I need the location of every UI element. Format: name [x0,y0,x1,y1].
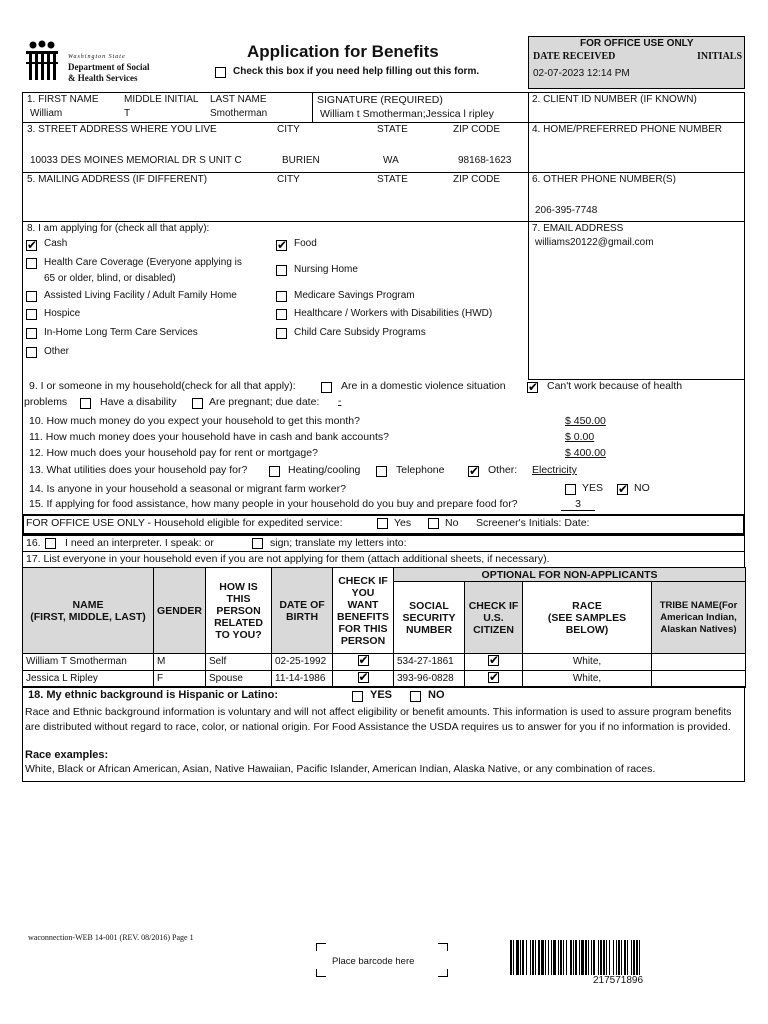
middle-initial-label: MIDDLE INITIAL [124,94,199,105]
corner-mark [438,969,448,977]
signature-value[interactable]: William t Smotherman;Jessica l ripley [320,108,494,120]
assisted-living-label: Assisted Living Facility / Adult Family Home [44,290,237,301]
health-care-label-1: Health Care Coverage (Everyone applying is [44,257,242,268]
barcode-bar [575,940,577,975]
member-name[interactable]: Jessica L Ripley [23,671,154,688]
barcode-bar [513,940,514,975]
member-dob[interactable]: 11-14-1986 [272,671,333,688]
barcode-bar [581,940,584,975]
row-divider [22,122,745,123]
signature-label: SIGNATURE (REQUIRED) [317,94,443,106]
mailing-state-label: STATE [377,174,408,185]
other-label: Other [44,346,70,357]
agency-name-line2: & Health Services [68,73,138,83]
other-checkbox[interactable] [26,347,37,358]
q12-label: 12. How much does your household pay for rent or mortgage? [29,447,318,459]
domestic-violence-checkbox[interactable] [321,382,332,393]
barcode [510,940,746,975]
expedited-no-checkbox[interactable] [428,518,439,529]
disability-label: Have a disability [100,396,177,408]
member-benefits-cell [333,654,394,671]
barcode-bar [618,940,620,975]
barcode-bar [613,940,614,975]
barcode-number: 217571896 [593,975,644,986]
signature-divider [312,92,313,122]
barcode-bar [570,940,572,975]
pregnant-label: Are pregnant; due date: [209,396,320,408]
barcode-bar [591,940,592,975]
optional-heading: OPTIONAL FOR NON-APPLICANTS [394,568,746,582]
barcode-bar [621,940,622,975]
date-received-label: DATE RECEIVED [533,51,616,62]
utility-other-label: Other: [488,464,518,476]
utility-other-checkbox[interactable] [468,466,479,477]
race-examples-heading: Race examples: [25,749,109,761]
child-care-checkbox[interactable] [276,328,287,339]
interpreter-checkbox[interactable] [45,538,56,549]
member-citizen-checkbox[interactable] [488,672,499,683]
dshs-logo [24,40,60,84]
member-name[interactable]: William T Smotherman [23,654,154,671]
email-value[interactable]: williams20122@gmail.com [535,237,654,248]
cant-work-checkbox[interactable] [527,382,538,393]
barcode-bar [560,940,562,975]
hispanic-yes-label: YES [370,689,393,701]
member-benefits-checkbox[interactable] [358,655,369,666]
last-name-value[interactable]: Smotherman [210,108,268,119]
hispanic-yes-checkbox[interactable] [352,691,363,702]
q17-label: 17. List everyone in your household even if you are not applying for them (attach additional sheets, if necessary). [26,553,550,565]
barcode-bar [563,940,564,975]
due-date-value[interactable]: - [338,396,342,407]
barcode-bar [548,940,549,975]
barcode-bar [541,940,544,975]
hospice-label: Hospice [44,308,81,319]
q10-value[interactable]: $ 450.00 [565,415,606,427]
barcode-bar [636,940,638,975]
member-gender[interactable]: M [154,654,206,671]
q15-value[interactable] [561,498,595,511]
middle-initial-value[interactable]: T [124,108,131,119]
corner-mark [316,969,326,977]
other-phone-label: 6. OTHER PHONE NUMBER(S) [532,174,676,185]
office-use-heading: FOR OFFICE USE ONLY [580,38,694,49]
barcode-bar [600,940,602,975]
city-label: CITY [277,124,300,135]
barcode-bar [616,940,617,975]
tribe-column-header: TRIBE NAME(For American Indian, Alaskan Natives) [652,582,746,654]
heating-label: Heating/cooling [288,464,361,476]
q12-value[interactable]: $ 400.00 [565,447,606,459]
barcode-bar [551,940,552,975]
barcode-bar [526,940,527,975]
barcode-bar [510,940,512,975]
row-divider [22,172,745,173]
assisted-living-checkbox[interactable] [26,291,37,302]
other-phone-value[interactable]: 206-395-7748 [535,205,598,216]
q14-label: 14. Is anyone in your household a seasonal or migrant farm worker? [29,483,346,495]
initials-label: INITIALS [697,51,743,62]
barcode-bar [566,940,567,975]
hispanic-no-checkbox[interactable] [410,691,421,702]
corner-mark [438,943,448,951]
benefits-column-header: CHECK IF YOU WANT BENEFITS FOR THIS PERSON [333,568,394,654]
q16-number: 16. [26,537,41,549]
street-value[interactable]: 10033 DES MOINES MEMORIAL DR S UNIT C [30,155,242,166]
agency-name-line1: Department of Social [68,62,150,72]
name-column-header: NAME (FIRST, MIDDLE, LAST) [23,568,154,654]
mailing-zip-label: ZIP CODE [453,174,501,185]
barcode-bar [593,940,595,975]
member-citizen-checkbox[interactable] [488,655,499,666]
health-care-label-2: 65 or older, blind, or disabled) [44,273,176,284]
q18-label: 18. My ethnic background is Hispanic or Latino: [28,689,278,701]
barcode-bar [624,940,626,975]
hwd-checkbox[interactable] [276,309,287,320]
citizen-column-header: CHECK IF U.S. CITIZEN [465,582,523,654]
q11-value[interactable]: $ 0.00 [565,431,595,443]
barcode-bar [631,940,632,975]
child-care-label: Child Care Subsidy Programs [294,327,426,338]
relationship-column-header: HOW IS THIS PERSON RELATED TO YOU? [206,568,272,654]
barcode-placeholder [316,943,448,977]
date-received-value[interactable]: 02-07-2023 12:14 PM [533,68,630,79]
food-checkbox[interactable] [276,240,287,251]
barcode-bar [553,940,556,975]
barcode-bar [573,940,574,975]
race-examples-list: White, Black or African American, Asian, Native Hawaiian, Pacific Islander, American Indian, Alaska Native, or any combination of races. [25,763,656,775]
barcode-bar [530,940,531,975]
street-label: 3. STREET ADDRESS WHERE YOU LIVE [27,124,217,135]
barcode-bar [558,940,559,975]
cant-work-label: Can't work because of health [547,380,683,392]
medicare-checkbox[interactable] [276,291,287,302]
table-row [23,671,746,688]
barcode-bar [598,940,599,975]
barcode-placeholder-text: Place barcode here [332,956,415,967]
in-home-care-checkbox[interactable] [26,328,37,339]
member-dob[interactable]: 02-25-1992 [272,654,333,671]
member-ssn[interactable]: 393-96-0828 [394,671,465,688]
q15-label: 15. If applying for food assistance, how many people in your household do you buy and prepare food for? [29,498,518,510]
q11-label: 11. How much money does your household have in cash and bank accounts? [29,431,389,443]
page-title: Application for Benefits [247,42,439,61]
table-row [23,654,746,671]
zip-value[interactable]: 98168-1623 [458,155,512,166]
screener-initials-label: Screener's Initials: Date: [476,517,590,529]
gender-column-header: GENDER [154,568,206,654]
household-table [22,567,746,688]
barcode-bar [520,940,521,975]
member-benefits-checkbox[interactable] [358,672,369,683]
interpreter-label: I need an interpreter. I speak: or [65,537,214,549]
sign-label: sign; translate my letters into: [270,537,407,549]
member-gender[interactable]: F [154,671,206,688]
barcode-bar [633,940,635,975]
barcode-bar [532,940,534,975]
barcode-bar [627,940,628,975]
client-id-label: 2. CLIENT ID NUMBER (IF KNOWN) [532,94,697,105]
barcode-bar [606,940,607,975]
domestic-violence-label: Are in a domestic violence situation [341,380,506,392]
email-label: 7. EMAIL ADDRESS [532,223,624,234]
health-care-checkbox[interactable] [26,258,37,269]
barcode-bar [522,940,524,975]
state-label: STATE [377,124,408,135]
member-tribe[interactable] [652,654,746,671]
member-race[interactable]: White, [523,671,652,688]
hispanic-no-label: NO [428,689,445,701]
farm-worker-no-label: NO [634,482,650,494]
expedited-no-label: No [445,517,459,529]
food-label: Food [294,238,317,249]
in-home-care-label: In-Home Long Term Care Services [44,327,198,338]
race-column-header: RACE (SEE SAMPLES BELOW) [523,582,652,654]
help-checkbox[interactable] [215,67,226,78]
mailing-label: 5. MAILING ADDRESS (IF DIFFERENT) [27,174,208,185]
office-expedited-label: FOR OFFICE USE ONLY - Household eligible for expedited service: [26,517,343,529]
medicare-label: Medicare Savings Program [294,290,415,301]
member-ssn[interactable]: 534-27-1861 [394,654,465,671]
hwd-label: Healthcare / Workers with Disabilities (HWD) [294,308,493,319]
hospice-checkbox[interactable] [26,309,37,320]
q13-label: 13. What utilities does your household pay for? [29,464,248,476]
barcode-bar [538,940,540,975]
q15-value-text: 3 [575,498,581,510]
farm-worker-yes-checkbox[interactable] [565,484,576,495]
cash-label: Cash [44,238,68,249]
zip-label: ZIP CODE [453,124,501,135]
mailing-city-label: CITY [277,174,300,185]
last-name-label: LAST NAME [210,94,267,105]
expedited-yes-label: Yes [394,517,412,529]
barcode-bar [603,940,605,975]
ssn-column-header: SOCIAL SECURITY NUMBER [394,582,465,654]
member-relationship[interactable]: Self [206,654,272,671]
farm-worker-yes-label: YES [582,482,604,494]
nursing-home-checkbox[interactable] [276,265,287,276]
state-value[interactable]: WA [383,155,399,166]
home-phone-label: 4. HOME/PREFERRED PHONE NUMBER [532,124,723,135]
dob-column-header: DATE OF BIRTH [272,568,333,654]
barcode-bar [516,940,519,975]
first-name-value[interactable]: William [30,108,63,119]
member-benefits-cell [333,671,394,688]
pregnant-checkbox[interactable] [192,398,203,409]
cash-checkbox[interactable] [26,240,37,251]
corner-mark [316,943,326,951]
help-checkbox-label: Check this box if you need help filling out this form. [233,66,480,77]
barcode-bar [585,940,587,975]
barcode-bar [588,940,589,975]
barcode-bar [639,940,640,975]
applying-label: 8. I am applying for (check all that apply): [27,223,210,234]
right-column-divider [528,92,529,379]
first-name-label: 1. FIRST NAME [27,94,99,105]
sign-checkbox[interactable] [252,538,263,549]
telephone-checkbox[interactable] [376,466,387,477]
telephone-label: Telephone [396,464,445,476]
expedited-yes-checkbox[interactable] [377,518,388,529]
nursing-home-label: Nursing Home [294,264,358,275]
heating-checkbox[interactable] [269,466,280,477]
barcode-bar [535,940,536,975]
member-race[interactable]: White, [523,654,652,671]
barcode-bar [545,940,546,975]
barcode-bar [579,940,580,975]
city-value[interactable]: BURIEN [282,155,320,166]
q10-label: 10. How much money do you expect your household to get this month? [29,415,360,427]
row-divider [22,221,745,222]
form-id: waconnection-WEB 14-001 (REV. 08/2016) Page 1 [28,933,194,942]
farm-worker-no-checkbox[interactable] [617,484,628,495]
q9-problems-label: problems [24,396,68,408]
member-relationship[interactable]: Spouse [206,671,272,688]
member-citizen-cell [465,654,523,671]
agency-state: Washington State [68,54,126,60]
q9-label: 9. I or someone in my household(check for all that apply): [29,380,296,392]
ethnicity-disclaimer: Race and Ethnic background information is voluntary and will not affect eligibility or benefit amounts. This information is used to assure program benefits are distributed without regard to race, color, or national origin. For Food Assistance the USDA requires us to answer for you if no information is provided. [25,706,732,733]
member-citizen-cell [465,671,523,688]
member-tribe[interactable] [652,671,746,688]
utility-other-value[interactable]: Electricity [532,464,577,476]
barcode-bar [609,940,610,975]
family-logo-icon [24,40,60,84]
disability-checkbox[interactable] [80,398,91,409]
